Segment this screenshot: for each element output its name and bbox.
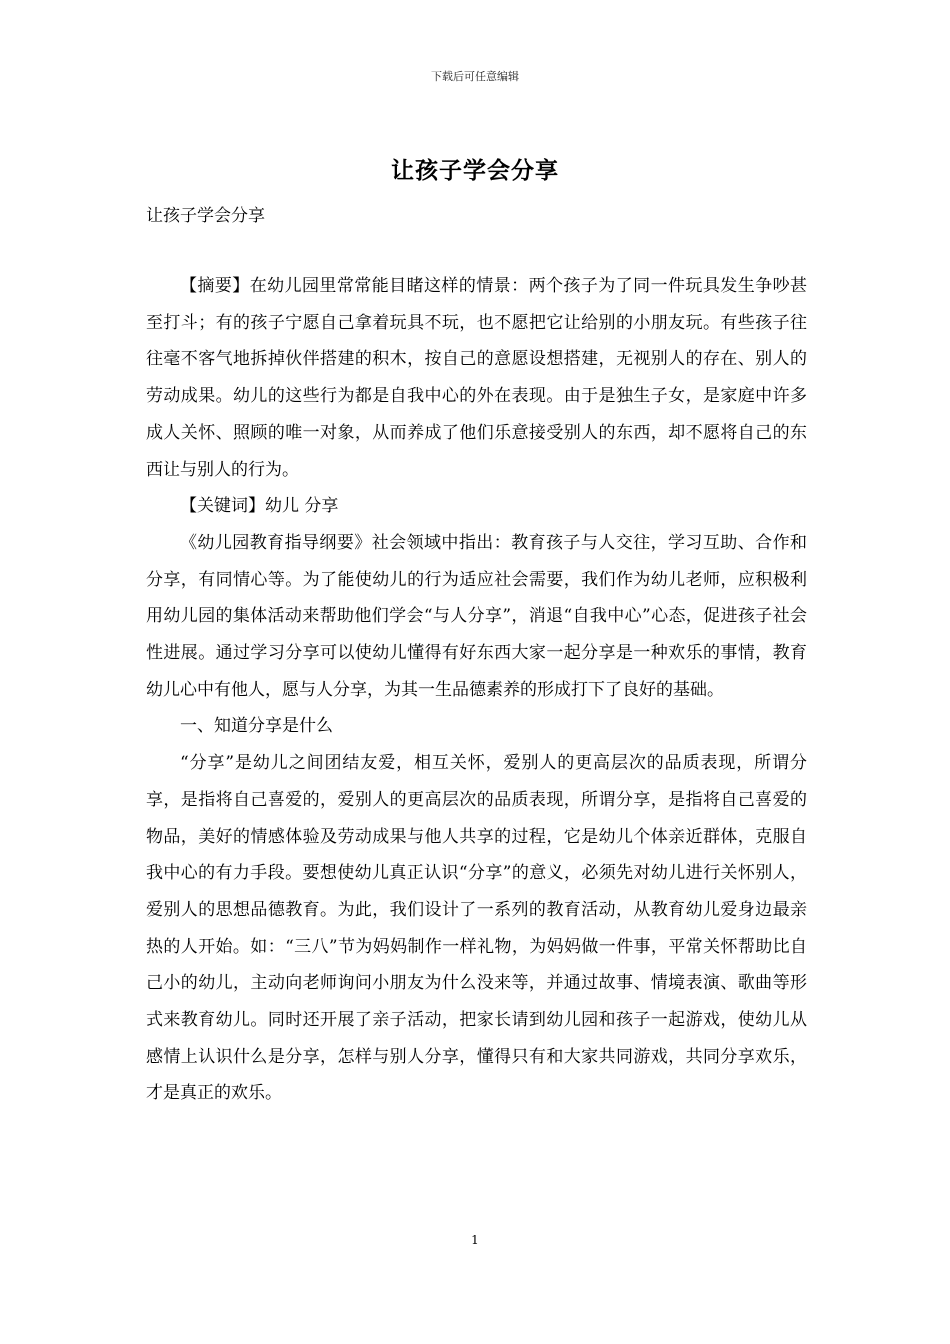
paragraph-abstract: 【摘要】在幼儿园里常常能目睹这样的情景：两个孩子为了同一件玩具发生争吵甚至打斗；有的孩子宁愿自己拿着玩具不玩，也不愿把它让给别的小朋友玩。有些孩子往往毫不客气地拆掉伙伴搭建的积木，按自己的意愿设想搭建，无视别人的存在、别人的劳动成果。幼儿的这些行为都是自我中心的外在表现。由于是独生子女，是家庭中许多成人关怀、照顾的唯一对象，从而养成了他们乐意接受别人的东西，却不愿将自己的东西让与别人的行为。 [146,276,807,480]
page-header-note: 下载后可任意编辑 [431,70,519,83]
document-subtitle: 让孩子学会分享 [146,206,265,226]
document-body [146,268,807,1112]
paragraph-sharing: “分享”是幼儿之间团结友爱，相互关怀，爱别人的更高层次的品质表现，所谓分享，是指将自己喜爱的，爱别人的更高层次的品质表现，所谓分享，是指将自己喜爱的物品，美好的情感体验及劳动成果与他人共享的过程，它是幼儿个体亲近群体，克服自我中心的有力手段。要想使幼儿真正认识“分享”的意义，必须先对幼儿进行关怀别人，爱别人的思想品德教育。为此，我们设计了一系列的教育活动，从教育幼儿爱身边最亲热的人开始。如：“三八”节为妈妈制作一样礼物，为妈妈做一件事，平常关怀帮助比自己小的幼儿，主动向老师询问小朋友为什么没来等，并通过故事、情境表演、歌曲等形式来教育幼儿。同时还开展了亲子活动，把家长请到幼儿园和孩子一起游戏，使幼儿从感情上认识什么是分享，怎样与别人分享，懂得只有和大家共同游戏，共同分享欢乐，才是真正的欢乐。 [146,753,807,1104]
paragraph-guideline: 《幼儿园教育指导纲要》社会领域中指出：教育孩子与人交往，学习互助、合作和分享，有同情心等。为了能使幼儿的行为适应社会需要，我们作为幼儿老师，应积极利用幼儿园的集体活动来帮助他们学会“与人分享”，消退“自我中心”心态，促进孩子社会性进展。通过学习分享可以使幼儿懂得有好东西大家一起分享是一种欢乐的事情，教育幼儿心中有他人，愿与人分享，为其一生品德素养的形成打下了良好的基础。 [146,532,807,700]
document-title: 让孩子学会分享 [391,157,559,184]
paragraph-keywords: 【关键词】幼儿 分享 [180,496,339,517]
section-heading-1: 一、知道分享是什么 [180,716,333,737]
page-number: 1 [471,1233,479,1247]
